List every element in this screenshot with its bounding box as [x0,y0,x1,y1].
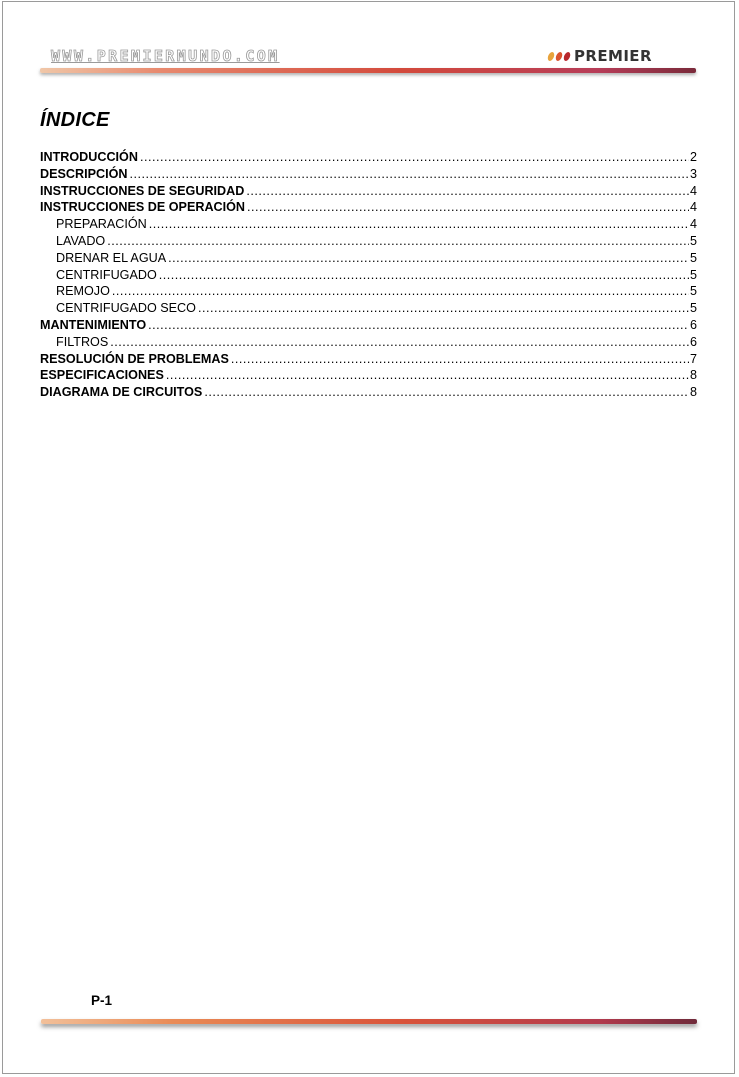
toc-entry-page: 6 [689,317,697,332]
toc-entry-page: 5 [689,284,697,299]
toc-entry[interactable] [40,351,697,368]
toc-dot-leader [231,351,689,368]
toc-dot-leader [107,233,689,250]
toc-entry-label: DESCRIPCIÓN [40,166,128,181]
toc-entry-label: RESOLUCIÓN DE PROBLEMAS [40,351,229,366]
toc-entry[interactable] [40,384,697,401]
toc-dot-leader [204,384,689,401]
toc-entry-label: CENTRIFUGADO SECO [56,301,196,316]
toc-dot-leader [149,216,689,233]
toc-entry[interactable] [40,183,697,200]
toc-dot-leader [166,367,689,384]
toc-entry-label: DIAGRAMA DE CIRCUITOS [40,385,203,400]
toc-entry-label: FILTROS [56,334,109,349]
toc-entry-page: 5 [689,267,697,282]
toc-entry-page: 6 [689,334,697,349]
toc-entry-page: 8 [689,368,697,383]
toc-entry-page: 2 [689,150,697,164]
toc-entry[interactable] [40,216,697,233]
toc-dot-leader [112,283,689,300]
logo-dot [547,52,555,61]
page-title: ÍNDICE [40,109,110,131]
toc-entry[interactable] [40,166,697,183]
toc-dot-leader [159,267,689,284]
toc-dot-leader [110,334,689,351]
header-divider [40,68,696,73]
toc-entry[interactable] [40,250,697,267]
toc-entry-label: MANTENIMIENTO [40,317,147,332]
toc-entry-page: 7 [689,351,697,366]
footer-divider [41,1019,697,1024]
toc-entry-label: INSTRUCCIONES DE OPERACIÓN [40,200,246,215]
toc-entry[interactable] [40,283,697,300]
premier-logo [548,47,652,65]
toc-entry-label: DRENAR EL AGUA [56,250,167,265]
logo-dots-icon [548,52,570,61]
toc-entry-label: INSTRUCCIONES DE SEGURIDAD [40,183,245,198]
toc-entry-page: 4 [689,200,697,215]
toc-entry-label: CENTRIFUGADO [56,267,157,282]
toc-entry-page: 5 [689,301,697,316]
toc-entry-label: LAVADO [56,233,106,248]
toc-entry-page: 5 [689,250,697,265]
toc-entry[interactable] [40,267,697,284]
toc-dot-leader [247,199,689,216]
toc-entry-page: 5 [689,233,697,248]
table-of-contents [40,149,697,401]
toc-entry[interactable] [40,199,697,216]
toc-entry-page: 8 [689,385,697,400]
toc-entry-label: PREPARACIÓN [56,217,147,232]
toc-entry-page: 3 [689,166,697,181]
toc-entry-page: 4 [689,183,697,198]
toc-dot-leader [129,166,689,183]
toc-entry[interactable] [40,300,697,317]
logo-dot [563,52,571,61]
toc-dot-leader [246,183,689,200]
toc-entry[interactable] [40,149,697,166]
toc-dot-leader [168,250,689,267]
toc-entry[interactable] [40,317,697,334]
toc-dot-leader [198,300,689,317]
toc-dot-leader [148,317,689,334]
toc-entry-label: INTRODUCCIÓN [40,150,138,164]
toc-entry-label: ESPECIFICACIONES [40,368,164,383]
toc-entry-label: REMOJO [56,284,110,299]
page-number: P-1 [91,993,113,1008]
toc-entry-page: 4 [689,217,697,232]
website-url[interactable]: WWW.PREMIERMUNDO.COM [51,47,280,65]
logo-dot [555,52,563,61]
toc-entry[interactable] [40,334,697,351]
toc-entry[interactable] [40,367,697,384]
toc-dot-leader [140,149,689,166]
toc-entry[interactable] [40,233,697,250]
brand-name: PREMIER [574,47,652,65]
